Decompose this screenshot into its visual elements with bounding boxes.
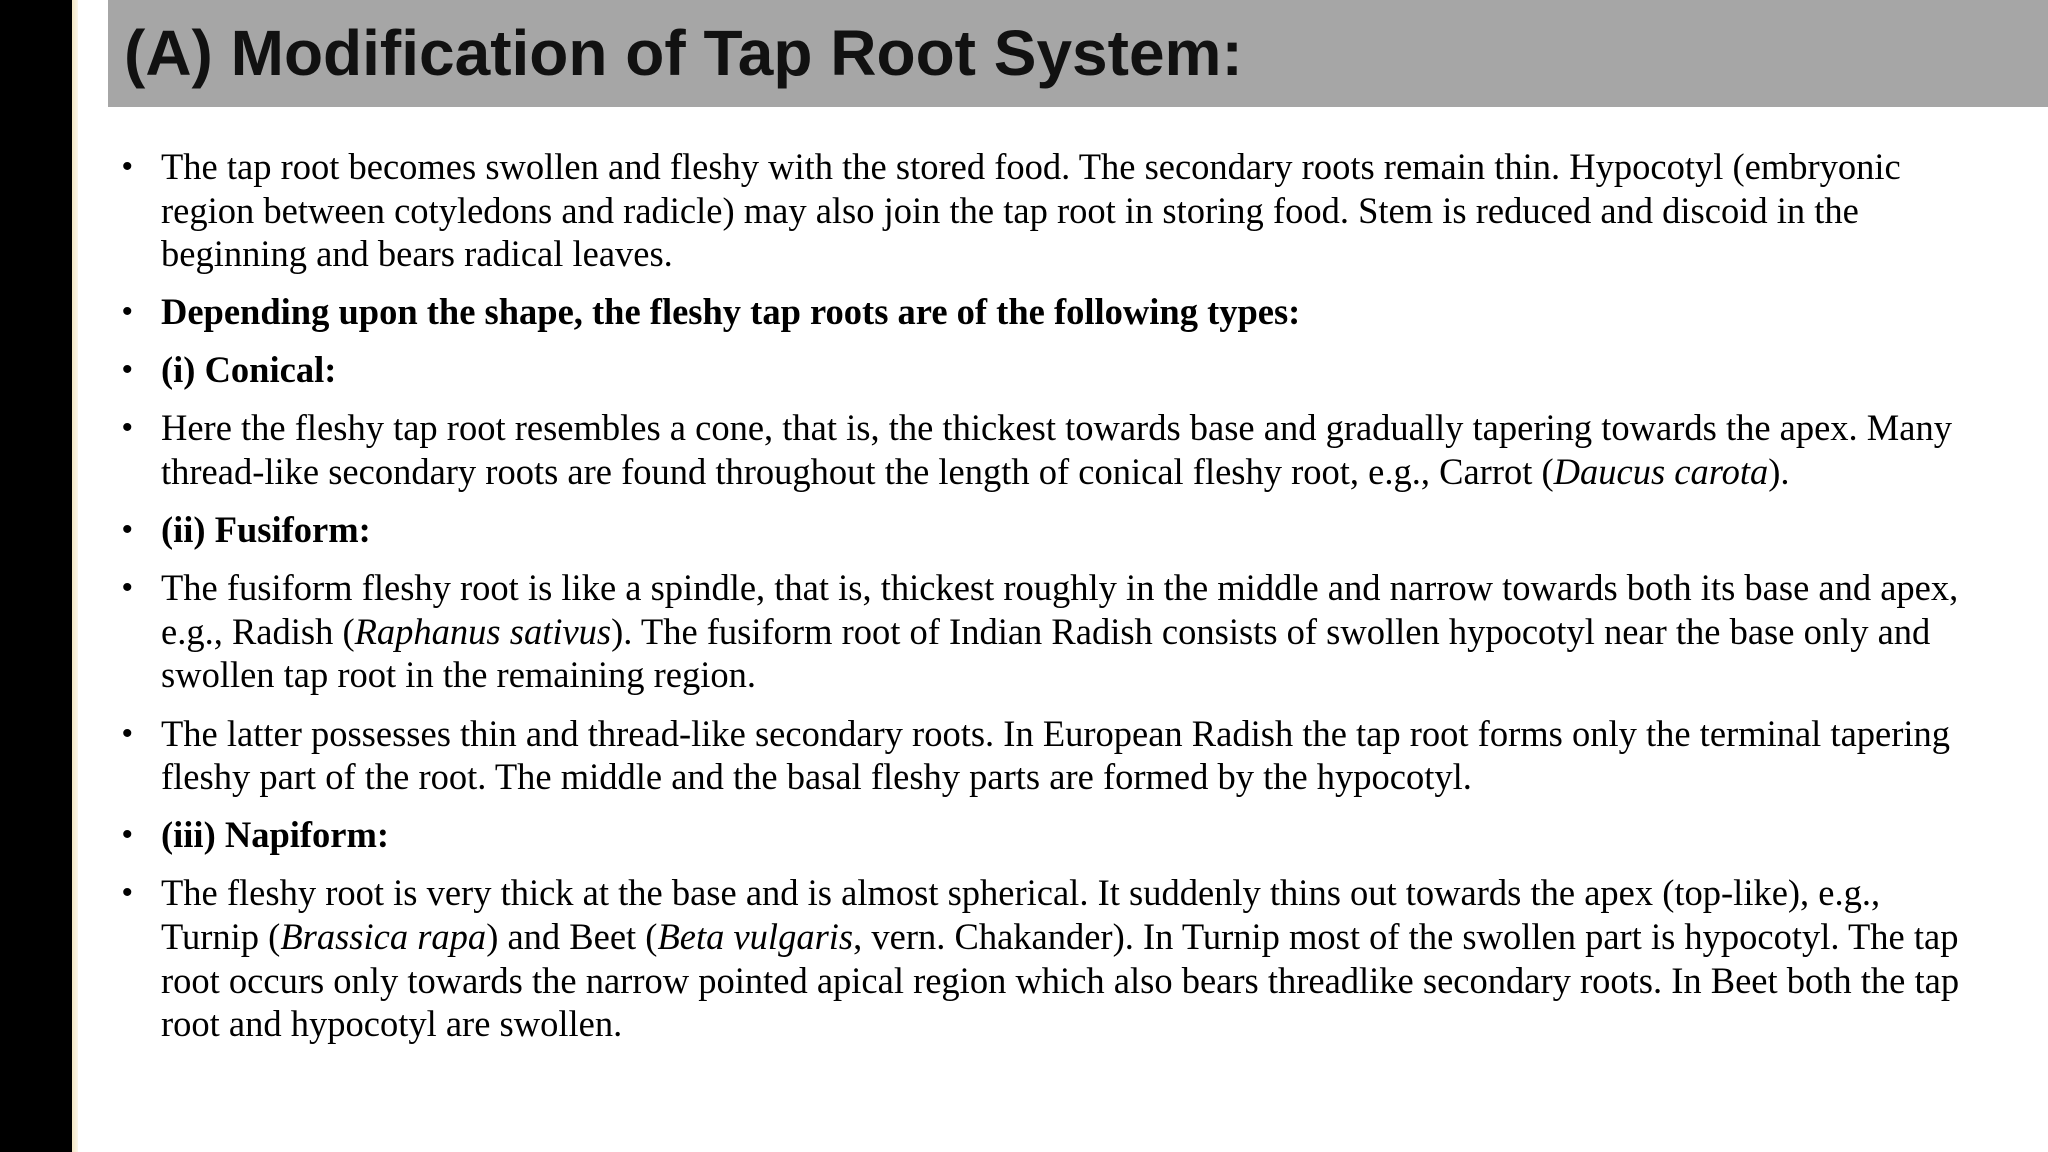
bullet-dot-icon: • — [122, 716, 133, 750]
species-name: Beta vulgaris — [657, 915, 854, 957]
species-name: Raphanus sativus — [354, 610, 612, 652]
bullet-text — [161, 349, 336, 390]
bullet-text — [161, 814, 389, 855]
bullet-text — [161, 407, 1952, 492]
bullet-dot-icon: • — [122, 411, 133, 445]
bullet-text — [161, 872, 1959, 1044]
bullet-text-segment: Depending upon the shape, the fleshy tap roots are of the following types: — [161, 291, 1301, 333]
bullet-text-segment: The latter possesses thin and thread-like secondary roots. In European Radish the tap root forms only the terminal tapering fleshy part of the root. The middle and the basal fleshy parts are formed by the hypocotyl. — [161, 712, 1951, 798]
bullet-text-segment: The tap root becomes swollen and fleshy with the stored food. The secondary roots remain thin. Hypocotyl (embryonic region between cotyledons and radicle) may also join the tap root in storing food. Stem is reduced and discoid in the beginning and bears radical leaves. — [161, 146, 1901, 275]
species-name: Brassica rapa — [280, 915, 487, 957]
bullet-text — [161, 291, 1300, 332]
left-decorative-bar — [0, 0, 72, 1152]
bullet-text — [161, 146, 1901, 274]
bullet-text-segment: (ii) Fusiform: — [161, 509, 371, 551]
bullet-text-segment: ) and Beet ( — [486, 915, 658, 957]
bullet-item — [122, 290, 1982, 334]
bullet-text-segment: The fleshy root is very thick at the base and is almost spherical. It suddenly thins out towards the apex (top-like), e.g., Turnip ( — [161, 872, 1881, 957]
bullet-dot-icon: • — [122, 353, 133, 387]
bullet-text-segment: (iii) Napiform: — [161, 814, 390, 856]
bullet-item — [122, 348, 1982, 392]
bullet-text — [161, 713, 1950, 798]
bullet-item — [122, 508, 1982, 552]
bullet-text-segment: Here the fleshy tap root resembles a cone, that is, the thickest towards base and gradually tapering towards the apex. Many thread-like secondary roots are found throughout the length of conical fleshy root, e.g., Carrot ( — [161, 407, 1952, 493]
species-name: Daucus carota — [1553, 451, 1769, 493]
bullet-dot-icon: • — [122, 818, 133, 852]
bullet-text-segment: The fusiform fleshy root is like a spindle, that is, thickest roughly in the middle and narrow towards both its base and apex, e.g., Radish ( — [161, 567, 1959, 652]
bullet-item — [122, 712, 1982, 799]
bullet-item — [122, 145, 1982, 276]
slide-title: (A) Modification of Tap Root System: — [124, 17, 1243, 89]
bullet-text-segment: , vern. Chakander). In Turnip most of the swollen part is hypocotyl. The tap root occurs only towards the narrow pointed apical region which also bears threadlike secondary roots. In Beet both the tap root and hypocotyl are swollen. — [161, 915, 1960, 1045]
bullet-dot-icon: • — [122, 513, 133, 547]
bullet-dot-icon: • — [122, 295, 133, 329]
bullet-item — [122, 566, 1982, 697]
bullet-text-segment: ). The fusiform root of Indian Radish consists of swollen hypocotyl near the base only and swollen tap root in the remaining region. — [161, 610, 1931, 696]
bullet-text-segment: ). — [1768, 451, 1790, 493]
bullet-text — [161, 567, 1958, 695]
bullet-dot-icon: • — [122, 876, 133, 910]
bullet-item — [122, 813, 1982, 857]
title-band — [108, 0, 2048, 107]
bullet-dot-icon: • — [122, 571, 133, 605]
bullet-list — [122, 145, 1982, 1060]
bullet-text — [161, 509, 371, 550]
bullet-dot-icon: • — [122, 150, 133, 183]
bullet-item — [122, 871, 1982, 1045]
bullet-text-segment: (i) Conical: — [161, 349, 337, 391]
bullet-item — [122, 406, 1982, 493]
left-accent-stripe — [72, 0, 78, 1152]
